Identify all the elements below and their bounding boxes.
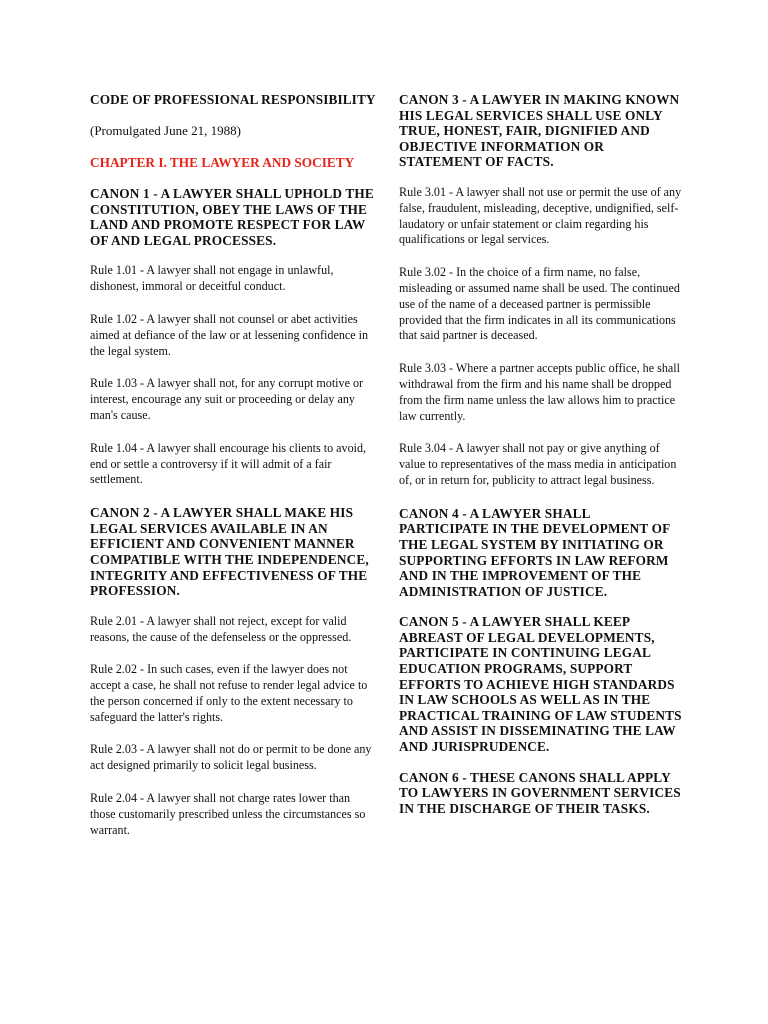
canon-3: CANON 3 - A LAWYER IN MAKING KNOWN HIS LEGAL SERVICES SHALL USE ONLY TRUE, HONEST, FAIR, DIGNIFIED AND OBJECTIVE INFORMATION OR STATEMENT OF FACTS. bbox=[399, 92, 680, 170]
rule-3-04: Rule 3.04 - A lawyer shall not pay or give anything of value to representatives of the mass media in anticipation of, or in return for, publicity to attract legal business. bbox=[399, 441, 677, 487]
promulgation-date: (Promulgated June 21, 1988) bbox=[90, 123, 241, 138]
rule-1-03: Rule 1.03 - A lawyer shall not, for any corrupt motive or interest, encourage any suit or proceeding or delay any man's cause. bbox=[90, 376, 364, 422]
canon-1: CANON 1 - A LAWYER SHALL UPHOLD THE CONSTITUTION, OBEY THE LAWS OF THE LAND AND PROMOTE RESPECT FOR LAW OF AND LEGAL PROCESSES. bbox=[90, 186, 374, 248]
canon-5: CANON 5 - A LAWYER SHALL KEEP ABREAST OF LEGAL DEVELOPMENTS, PARTICIPATE IN CONTINUING LEGAL EDUCATION PROGRAMS, SUPPORT EFFORTS TO ACHIEVE HIGH STANDARDS IN LAW SCHOOLS AS WELL AS IN THE PRACTICAL TRAINING OF LAW STUDENTS AND ASSIST IN DISSEMINATING THE LAW AND JURISPRUDENCE. bbox=[399, 614, 682, 755]
canon-6: CANON 6 - THESE CANONS SHALL APPLY TO LAWYERS IN GOVERNMENT SERVICES IN THE DISCHARGE OF THEIR TASKS. bbox=[399, 769, 681, 816]
rule-3-02: Rule 3.02 - In the choice of a firm name, no false, misleading or assumed name shall be used. The continued use of the name of a deceased partner is permissible provided that the firm indicates in all its communications that said partner is deceased. bbox=[399, 265, 680, 343]
rule-2-03: Rule 2.03 - A lawyer shall not do or permit to be done any act designed primarily to solicit legal business. bbox=[90, 742, 372, 773]
rule-1-02: Rule 1.02 - A lawyer shall not counsel or abet activities aimed at defiance of the law or at lessening confidence in the legal system. bbox=[90, 311, 369, 358]
rule-2-04: Rule 2.04 - A lawyer shall not charge rates lower than those customarily prescribed unless the circumstances so warrant. bbox=[90, 791, 366, 837]
rule-1-01: Rule 1.01 - A lawyer shall not engage in unlawful, dishonest, immoral or deceitful conduct. bbox=[90, 263, 334, 294]
canon-4: CANON 4 - A LAWYER SHALL PARTICIPATE IN THE DEVELOPMENT OF THE LEGAL SYSTEM BY INITIATING OR SUPPORTING EFFORTS IN LAW REFORM AND IN THE IMPROVEMENT OF THE ADMINISTRATION OF JUSTICE. bbox=[399, 505, 670, 599]
left-column bbox=[90, 92, 376, 855]
rule-2-02: Rule 2.02 - In such cases, even if the lawyer does not accept a case, he shall not refuse to render legal advice to the person concerned if only to the extent necessary to safeguard the latter's rights. bbox=[90, 662, 368, 724]
rule-3-03: Rule 3.03 - Where a partner accepts public office, he shall withdrawal from the firm and his name shall be dropped from the firm name unless the law allows him to practice law currently. bbox=[399, 361, 680, 423]
chapter-heading: CHAPTER I. THE LAWYER AND SOCIETY bbox=[90, 155, 355, 170]
canon-2: CANON 2 - A LAWYER SHALL MAKE HIS LEGAL SERVICES AVAILABLE IN AN EFFICIENT AND CONVENIENT MANNER COMPATIBLE WITH THE INDEPENDENCE, INTEGRITY AND EFFECTIVENESS OF THE PROFESSION. bbox=[90, 505, 369, 599]
document-title: CODE OF PROFESSIONAL RESPONSIBILITY bbox=[90, 92, 376, 107]
rule-2-01: Rule 2.01 - A lawyer shall not reject, except for valid reasons, the cause of the defenseless or the oppressed. bbox=[90, 613, 352, 644]
rule-3-01: Rule 3.01 - A lawyer shall not use or permit the use of any false, fraudulent, misleading, deceptive, undignified, self-laudatory or unfair statement or claim regarding his qualifications or legal services. bbox=[399, 184, 682, 247]
rule-1-04: Rule 1.04 - A lawyer shall encourage his clients to avoid, end or settle a controversy if it will admit of a fair settlement. bbox=[90, 440, 367, 487]
right-column bbox=[399, 92, 683, 831]
